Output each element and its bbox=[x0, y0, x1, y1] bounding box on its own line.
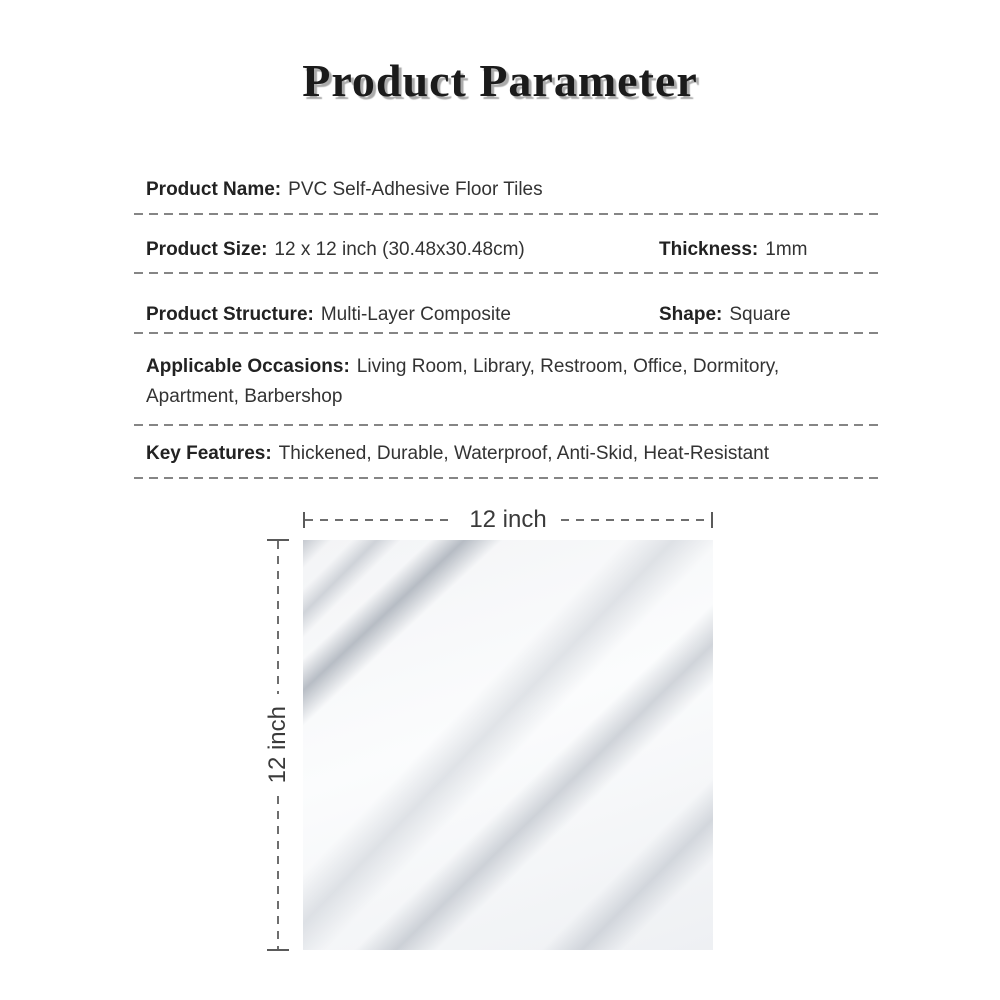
spec-row-product-size bbox=[146, 236, 882, 264]
spec-row-applicable-occasions bbox=[146, 352, 836, 412]
height-dimension-label: 12 inch bbox=[264, 706, 291, 784]
dashed-separator bbox=[134, 272, 882, 274]
spec-label: Product Size: bbox=[146, 239, 268, 260]
spec-label: Applicable Occasions: bbox=[146, 356, 350, 377]
spec-value: Thickened, Durable, Waterproof, Anti-Skid, Heat-Resistant bbox=[278, 443, 770, 464]
spec-label: Thickness: bbox=[659, 239, 759, 260]
dashed-separator bbox=[134, 332, 882, 334]
height-dimension-line bbox=[262, 539, 294, 951]
dimension-dash-segment bbox=[561, 519, 711, 521]
spec-value: 1mm bbox=[765, 239, 808, 260]
dimension-end-tick bbox=[711, 512, 713, 528]
spec-row-product-name bbox=[146, 176, 882, 204]
spec-label: Product Name: bbox=[146, 179, 282, 200]
spec-value: 12 x 12 inch (30.48x30.48cm) bbox=[274, 239, 525, 260]
width-dimension-label: 12 inch bbox=[469, 506, 547, 533]
spec-label: Key Features: bbox=[146, 443, 272, 464]
spec-value: PVC Self-Adhesive Floor Tiles bbox=[288, 179, 543, 200]
dashed-separator bbox=[134, 477, 882, 479]
spec-label: Product Structure: bbox=[146, 304, 314, 325]
dimension-dash-segment bbox=[277, 541, 279, 694]
spec-col2-shape bbox=[659, 301, 791, 329]
dimension-dash-segment bbox=[277, 796, 279, 949]
spec-row-product-structure bbox=[146, 301, 882, 329]
dimension-dash-segment bbox=[305, 519, 455, 521]
page-title: Product Parameter bbox=[302, 55, 698, 106]
spec-value: Multi-Layer Composite bbox=[320, 304, 511, 325]
spec-value: Living Room, Library, Restroom, Office, Dormitory, Apartment, Barbershop bbox=[146, 356, 780, 407]
marble-tile-image bbox=[303, 540, 713, 950]
dashed-separator bbox=[134, 213, 882, 215]
spec-value: Square bbox=[729, 304, 791, 325]
dimension-end-tick bbox=[267, 949, 289, 951]
spec-label: Shape: bbox=[659, 304, 723, 325]
spec-col2-thickness bbox=[659, 236, 808, 264]
dashed-separator bbox=[134, 424, 882, 426]
width-dimension-line bbox=[303, 506, 713, 534]
spec-row-key-features bbox=[146, 440, 882, 468]
